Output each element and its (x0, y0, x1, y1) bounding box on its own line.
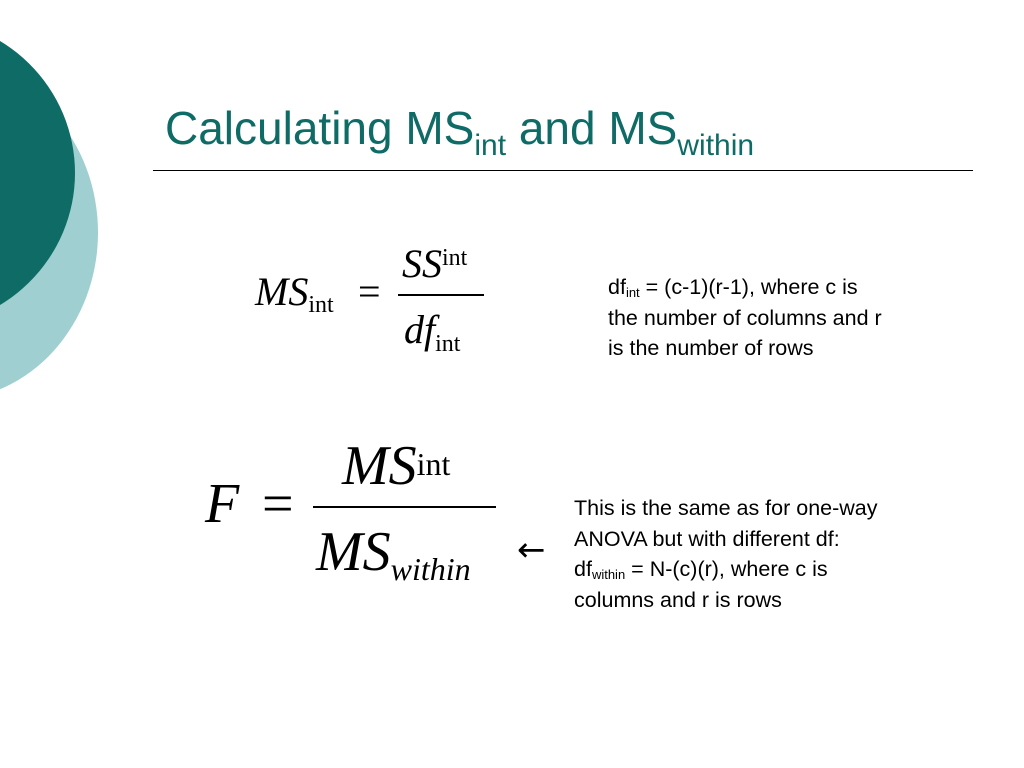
df-within-note-line-2: ANOVA but with different df: (574, 526, 840, 551)
f-denominator (316, 520, 471, 587)
df-within-note-line-1: This is the same as for one-way (574, 496, 878, 520)
title-subscript-2: within (677, 129, 755, 162)
ms-subscript-within: within (390, 551, 471, 587)
df-label: df (608, 275, 626, 299)
df-within-definition: = N-(c)(r), where c is (625, 557, 828, 581)
arrow-left-icon: ← (517, 530, 546, 570)
df-int-note-line-1 (608, 272, 968, 303)
title-part-1: Calculating MS (165, 102, 475, 154)
ms-int-fraction-bar (398, 294, 484, 296)
df-within-note-line-4: columns and r is rows (574, 587, 782, 612)
ms-int-formula-lhs (255, 268, 334, 316)
slide-title (165, 100, 755, 162)
df-within-note (574, 493, 974, 615)
title-subscript-1: int (474, 129, 507, 162)
df-label-subscript: int (625, 285, 640, 300)
df-int-definition: = (c-1)(r-1), where c is (639, 275, 858, 299)
ms-symbol: MS (316, 521, 391, 583)
df-within-note-line-3 (574, 554, 974, 585)
df-label-subscript: within (591, 567, 626, 582)
ms-int-numerator (402, 240, 467, 288)
df-symbol: df (404, 307, 436, 352)
f-numerator (342, 434, 450, 498)
ms-symbol: MS (342, 435, 417, 497)
ms-subscript: int (416, 446, 451, 482)
f-symbol: F (205, 473, 240, 535)
df-label: df (574, 557, 592, 581)
ms-int-denominator (404, 306, 461, 357)
ms-int-equals-sign: = (358, 269, 381, 314)
df-int-note-line-3: is the number of rows (608, 336, 814, 360)
title-part-2: and MS (506, 102, 678, 154)
title-divider (153, 170, 973, 171)
df-int-note (608, 272, 968, 364)
f-fraction-bar (313, 506, 496, 508)
ms-subscript: int (308, 292, 334, 318)
ss-subscript: int (442, 245, 468, 271)
df-subscript: int (435, 331, 461, 357)
df-int-note-line-2: the number of columns and r (608, 305, 882, 330)
f-equals-sign: = (262, 473, 294, 535)
ss-symbol: SS (402, 241, 442, 286)
ms-symbol: MS (255, 269, 309, 314)
